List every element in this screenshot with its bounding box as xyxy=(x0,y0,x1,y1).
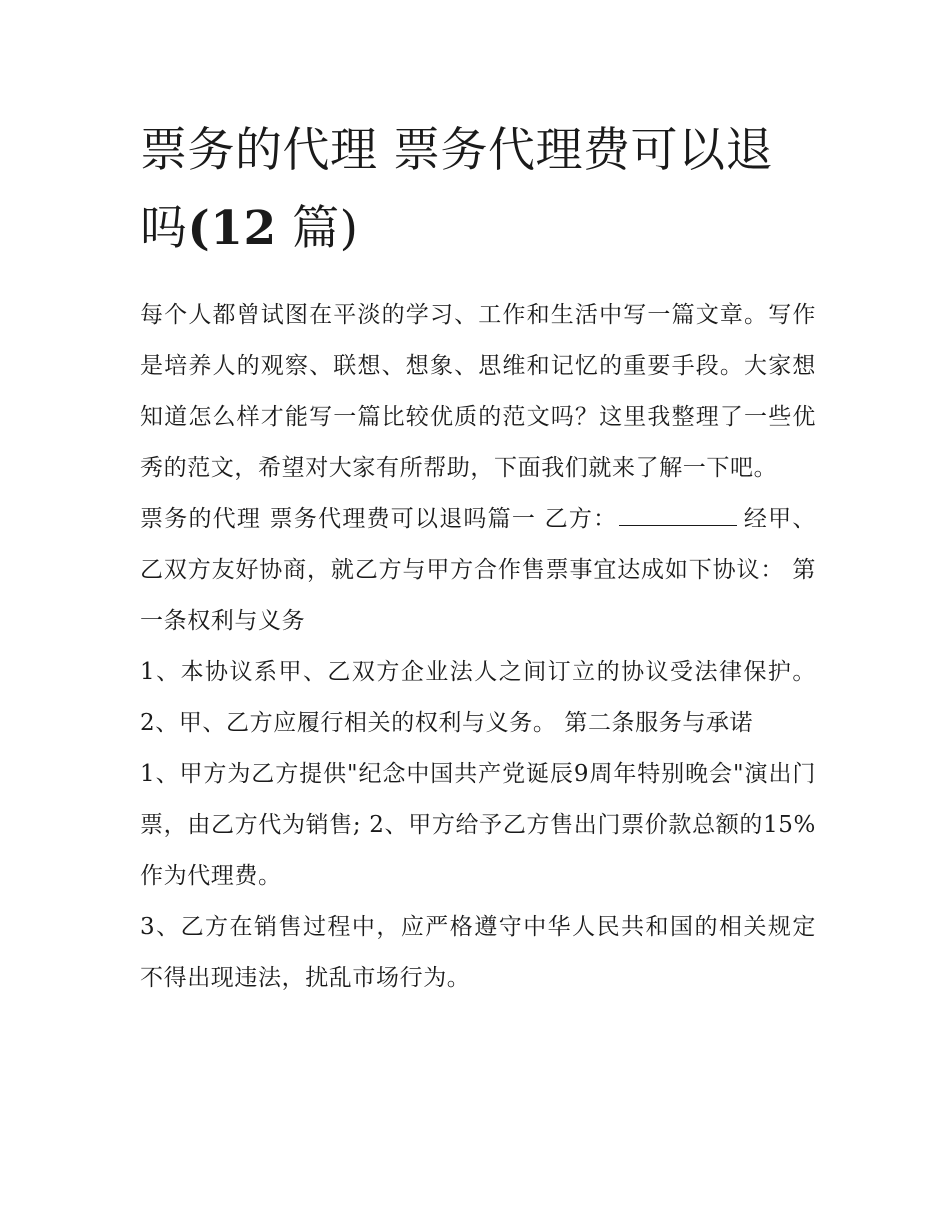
party-b-blank xyxy=(619,503,737,526)
clause-1-paragraph: 1、本协议系甲、乙双方企业法人之间订立的协议受法律保护。 2、甲、乙方应履行相关的权利与义务。 第二条服务与承诺 xyxy=(140,659,816,736)
section1-paragraph xyxy=(140,494,816,647)
section1-suffix: 经甲、乙双方友好协商，就乙方与甲方合作售票事宜达成如下协议： 第一条权利与义务 xyxy=(140,506,816,634)
document-page xyxy=(140,112,816,1004)
title-suffix: 篇) xyxy=(276,201,359,256)
clause-3-paragraph: 3、乙方在销售过程中，应严格遵守中华人民共和国的相关规定不得出现违法，扰乱市场行为。 xyxy=(140,914,816,991)
title-text: 票务的代理 票务代理费可以退吗 xyxy=(140,123,773,256)
title-count: (12 xyxy=(187,201,277,256)
clause-2-paragraph: 1、甲方为乙方提供"纪念中国共产党诞辰9周年特别晚会"演出门票，由乙方代为销售; 2、甲方给予乙方售出门票价款总额的15%作为代理费。 xyxy=(140,761,816,889)
document-title xyxy=(140,112,816,268)
section1-prefix: 票务的代理 票务代理费可以退吗篇一 乙方： xyxy=(140,506,618,532)
intro-paragraph: 每个人都曾试图在平淡的学习、工作和生活中写一篇文章。写作是培养人的观察、联想、想象、思维和记忆的重要手段。大家想知道怎么样才能写一篇比较优质的范文吗？这里我整理了一些优秀的范文，希望对大家有所帮助，下面我们就来了解一下吧。 xyxy=(140,302,816,481)
